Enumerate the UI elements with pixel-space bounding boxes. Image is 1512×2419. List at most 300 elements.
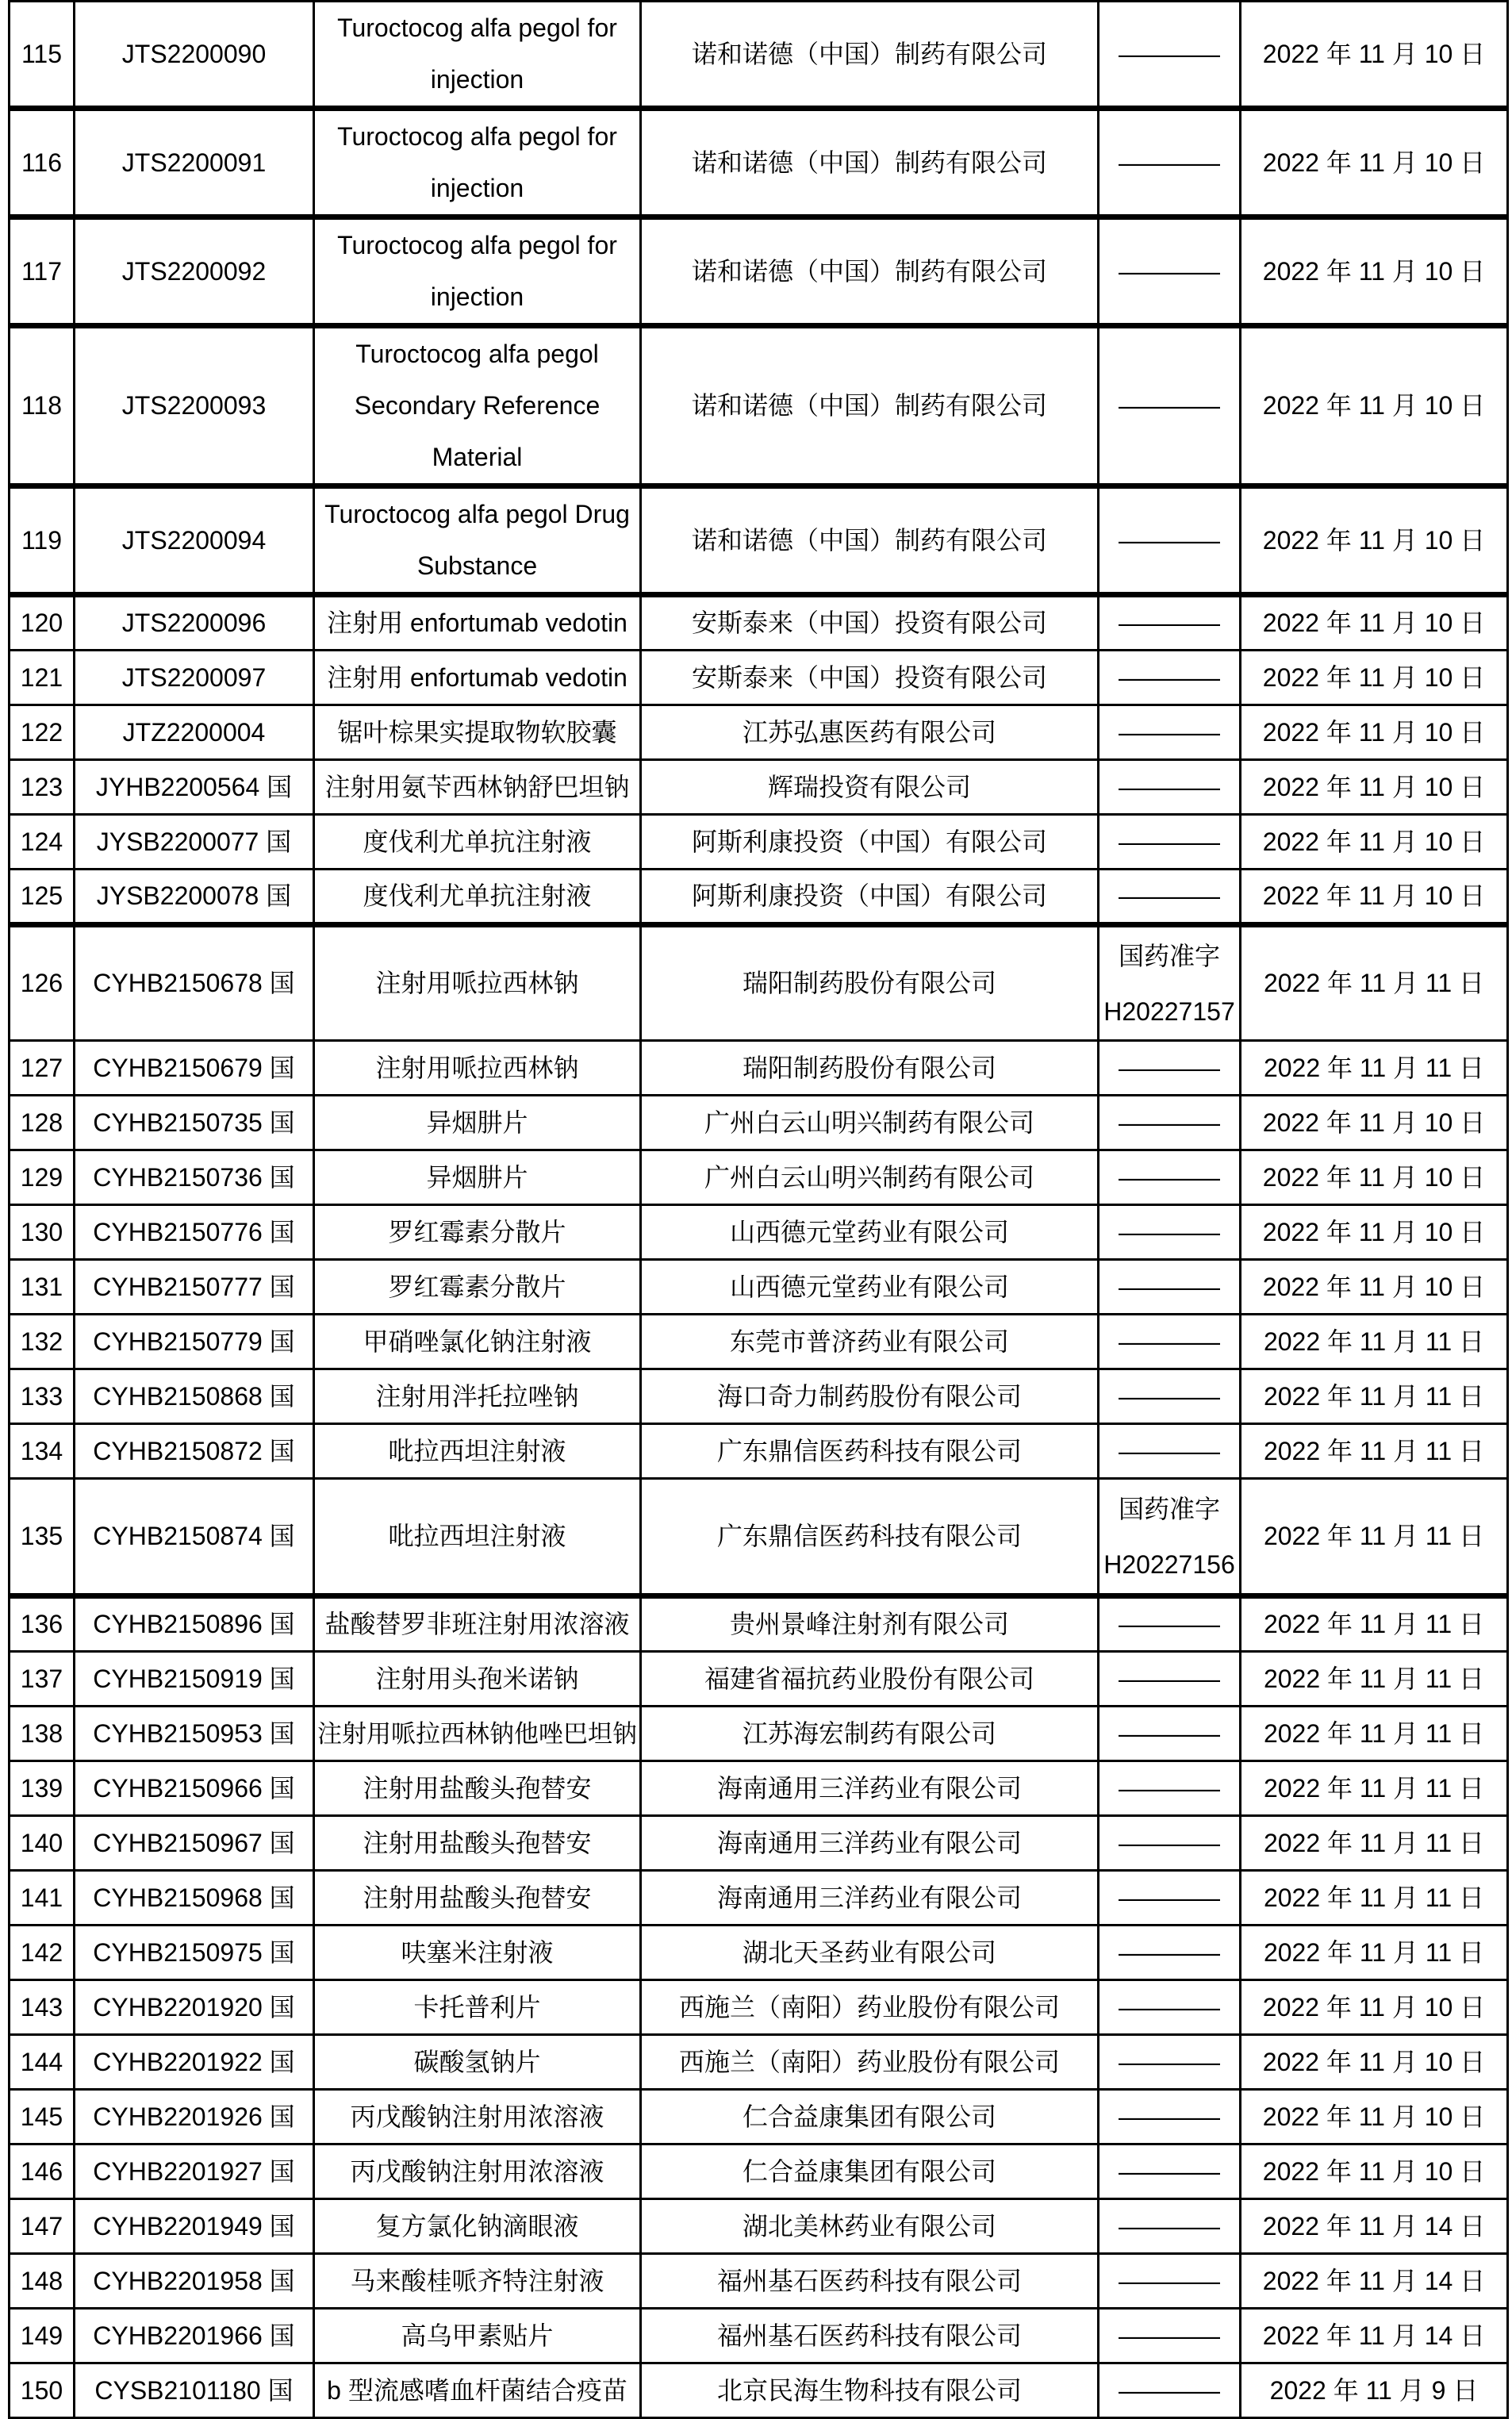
date-text: 2022 年 11 月 11 日 xyxy=(1263,969,1485,997)
cell-serial-number xyxy=(10,1424,75,1479)
cell-company-name xyxy=(641,1871,1099,1926)
table-row xyxy=(10,1424,1508,1479)
company-name-text: 广东鼎信医药科技有限公司 xyxy=(716,1522,1022,1550)
date-text: 2022 年 11 月 14 日 xyxy=(1262,2321,1486,2350)
cell-acceptance-number xyxy=(75,2090,314,2144)
approval-number-text: ———— xyxy=(1119,391,1220,420)
company-name-text: 阿斯利康投资（中国）有限公司 xyxy=(691,827,1047,856)
drug-name-text: 注射用盐酸头孢替安 xyxy=(363,1773,592,1803)
company-name-text: 山西德元堂药业有限公司 xyxy=(729,1272,1009,1301)
drug-name-text: 高乌甲素贴片 xyxy=(401,2321,554,2350)
cell-date xyxy=(1241,2144,1508,2199)
cell-date xyxy=(1241,705,1508,760)
approval-number-text: ———— xyxy=(1119,2156,1220,2186)
cell-company-name xyxy=(641,925,1099,1041)
acceptance-number-text: JYHB2200564 国 xyxy=(95,772,293,801)
drug-name-text: Turoctocog alfa pegol for injection xyxy=(337,122,617,202)
acceptance-number-text: JYSB2200078 国 xyxy=(96,881,292,910)
approval-number-text: ———— xyxy=(1119,2321,1220,2350)
serial-number-text: 131 xyxy=(20,1272,63,1301)
cell-date xyxy=(1241,1871,1508,1926)
serial-number-text: 148 xyxy=(20,2266,63,2295)
cell-acceptance-number xyxy=(75,1980,314,2035)
table-row xyxy=(10,1926,1508,1980)
cell-company-name xyxy=(641,651,1099,705)
cell-acceptance-number xyxy=(75,1150,314,1205)
cell-date xyxy=(1241,2199,1508,2254)
date-text: 2022 年 11 月 10 日 xyxy=(1262,2156,1486,2186)
serial-number-text: 137 xyxy=(20,1664,63,1693)
serial-number-text: 142 xyxy=(20,1937,63,1967)
acceptance-number-text: CYHB2150874 国 xyxy=(93,1522,295,1550)
cell-company-name xyxy=(641,1260,1099,1315)
cell-drug-name xyxy=(314,1980,641,2035)
cell-drug-name xyxy=(314,1707,641,1761)
company-name-text: 仁合益康集团有限公司 xyxy=(742,2156,996,2186)
serial-number-text: 146 xyxy=(20,2156,63,2186)
serial-number-text: 133 xyxy=(20,1381,63,1411)
drug-name-text: 注射用哌拉西林钠 xyxy=(375,1053,579,1082)
acceptance-number-text: JYSB2200077 国 xyxy=(96,827,292,856)
cell-approval-number xyxy=(1099,925,1241,1041)
cell-acceptance-number xyxy=(75,1260,314,1315)
cell-acceptance-number xyxy=(75,2199,314,2254)
company-name-text: 海南通用三洋药业有限公司 xyxy=(716,1773,1022,1803)
cell-drug-name xyxy=(314,2254,641,2309)
cell-drug-name xyxy=(314,1041,641,1096)
drug-name-text: 丙戊酸钠注射用浓溶液 xyxy=(350,2156,604,2186)
table-row xyxy=(10,1315,1508,1369)
cell-serial-number xyxy=(10,2,75,109)
cell-approval-number xyxy=(1099,1205,1241,1260)
drug-name-text: 罗红霉素分散片 xyxy=(388,1217,566,1246)
acceptance-number-text: CYHB2150776 国 xyxy=(93,1217,295,1246)
cell-date xyxy=(1241,486,1508,595)
cell-approval-number xyxy=(1099,1652,1241,1707)
table-row xyxy=(10,925,1508,1041)
serial-number-text: 128 xyxy=(20,1108,63,1137)
acceptance-number-text: CYHB2150736 国 xyxy=(93,1162,295,1192)
cell-serial-number xyxy=(10,1315,75,1369)
cell-date xyxy=(1241,217,1508,326)
cell-drug-name xyxy=(314,1205,641,1260)
company-name-text: 仁合益康集团有限公司 xyxy=(742,2102,996,2131)
drug-name-text: 度伐利尤单抗注射液 xyxy=(363,827,592,856)
cell-serial-number xyxy=(10,1707,75,1761)
cell-date xyxy=(1241,1369,1508,1424)
cell-approval-number xyxy=(1099,815,1241,870)
company-name-text: 诺和诺德（中国）制药有限公司 xyxy=(691,256,1047,286)
cell-approval-number xyxy=(1099,1980,1241,2035)
serial-number-text: 117 xyxy=(21,256,62,286)
cell-serial-number xyxy=(10,870,75,925)
serial-number-text: 150 xyxy=(20,2375,63,2405)
date-text: 2022 年 11 月 11 日 xyxy=(1263,1664,1485,1693)
drug-name-text: 注射用 enfortumab vedotin xyxy=(327,662,627,692)
approval-number-text: ———— xyxy=(1119,1937,1220,1967)
cell-date xyxy=(1241,1761,1508,1816)
cell-drug-name xyxy=(314,1479,641,1596)
cell-acceptance-number xyxy=(75,1761,314,1816)
date-text: 2022 年 11 月 10 日 xyxy=(1262,772,1486,801)
acceptance-number-text: CYHB2150975 国 xyxy=(93,1937,295,1967)
cell-date xyxy=(1241,1707,1508,1761)
company-name-text: 阿斯利康投资（中国）有限公司 xyxy=(691,881,1047,910)
cell-approval-number xyxy=(1099,1596,1241,1652)
cell-company-name xyxy=(641,326,1099,486)
cell-date xyxy=(1241,2035,1508,2090)
acceptance-number-text: JTZ2200004 xyxy=(122,717,266,747)
table-row xyxy=(10,1761,1508,1816)
cell-date xyxy=(1241,1315,1508,1369)
drug-name-text: 甲硝唑氯化钠注射液 xyxy=(363,1327,592,1356)
cell-date xyxy=(1241,815,1508,870)
cell-approval-number xyxy=(1099,2035,1241,2090)
cell-serial-number xyxy=(10,1816,75,1871)
serial-number-text: 126 xyxy=(20,969,63,997)
cell-acceptance-number xyxy=(75,1926,314,1980)
drug-name-text: 注射用氨苄西林钠舒巴坦钠 xyxy=(324,772,630,801)
cell-approval-number xyxy=(1099,1761,1241,1816)
cell-drug-name xyxy=(314,1871,641,1926)
company-name-text: 西施兰（南阳）药业股份有限公司 xyxy=(678,2047,1060,2076)
cell-serial-number xyxy=(10,1871,75,1926)
serial-number-text: 116 xyxy=(21,148,62,177)
cell-approval-number xyxy=(1099,486,1241,595)
cell-drug-name xyxy=(314,705,641,760)
cell-serial-number xyxy=(10,486,75,595)
cell-approval-number xyxy=(1099,595,1241,651)
cell-date xyxy=(1241,326,1508,486)
table-row xyxy=(10,1652,1508,1707)
table-row xyxy=(10,1707,1508,1761)
approval-number-text: 国药准字 H20227157 xyxy=(1103,941,1235,1026)
company-name-text: 湖北天圣药业有限公司 xyxy=(742,1937,996,1967)
approval-number-text: 国药准字 H20227156 xyxy=(1103,1494,1235,1579)
cell-approval-number xyxy=(1099,651,1241,705)
table-row xyxy=(10,595,1508,651)
company-name-text: 北京民海生物科技有限公司 xyxy=(716,2375,1022,2405)
date-text: 2022 年 11 月 10 日 xyxy=(1262,827,1486,856)
approval-number-text: ———— xyxy=(1119,1327,1220,1356)
drug-name-text: Turoctocog alfa pegol for injection xyxy=(337,231,617,311)
cell-serial-number xyxy=(10,925,75,1041)
cell-drug-name xyxy=(314,1315,641,1369)
table-row xyxy=(10,651,1508,705)
serial-number-text: 132 xyxy=(20,1327,63,1356)
table-row xyxy=(10,217,1508,326)
cell-acceptance-number xyxy=(75,760,314,815)
serial-number-text: 135 xyxy=(20,1522,63,1550)
drug-name-text: 马来酸桂哌齐特注射液 xyxy=(350,2266,604,2295)
drug-name-text: 吡拉西坦注射液 xyxy=(388,1436,566,1465)
cell-company-name xyxy=(641,217,1099,326)
acceptance-number-text: CYHB2150967 国 xyxy=(93,1828,295,1857)
cell-approval-number xyxy=(1099,1926,1241,1980)
serial-number-text: 136 xyxy=(20,1610,63,1638)
approval-number-text: ———— xyxy=(1119,1664,1220,1693)
company-name-text: 西施兰（南阳）药业股份有限公司 xyxy=(678,1992,1060,2022)
serial-number-text: 140 xyxy=(20,1828,63,1857)
cell-serial-number xyxy=(10,760,75,815)
cell-approval-number xyxy=(1099,2090,1241,2144)
cell-drug-name xyxy=(314,326,641,486)
approval-number-text: ———— xyxy=(1119,256,1220,286)
acceptance-number-text: CYHB2150896 国 xyxy=(93,1610,295,1638)
cell-date xyxy=(1241,109,1508,217)
date-text: 2022 年 11 月 10 日 xyxy=(1262,391,1486,420)
cell-acceptance-number xyxy=(75,705,314,760)
table-row xyxy=(10,486,1508,595)
serial-number-text: 120 xyxy=(20,609,63,637)
drug-name-text: Turoctocog alfa pegol Secondary Reference Material xyxy=(354,340,601,471)
cell-date xyxy=(1241,2090,1508,2144)
date-text: 2022 年 11 月 11 日 xyxy=(1263,1883,1485,1912)
cell-date xyxy=(1241,1150,1508,1205)
cell-drug-name xyxy=(314,2035,641,2090)
cell-company-name xyxy=(641,2199,1099,2254)
date-text: 2022 年 11 月 10 日 xyxy=(1262,881,1486,910)
company-name-text: 安斯泰来（中国）投资有限公司 xyxy=(691,662,1047,692)
approval-number-text: ———— xyxy=(1119,1610,1220,1638)
cell-drug-name xyxy=(314,486,641,595)
cell-date xyxy=(1241,2309,1508,2363)
cell-date xyxy=(1241,1926,1508,1980)
cell-approval-number xyxy=(1099,109,1241,217)
table-row xyxy=(10,2199,1508,2254)
cell-approval-number xyxy=(1099,2254,1241,2309)
serial-number-text: 129 xyxy=(20,1162,63,1192)
cell-acceptance-number xyxy=(75,1707,314,1761)
approval-status-table xyxy=(8,0,1509,2419)
acceptance-number-text: CYHB2150777 国 xyxy=(93,1272,295,1301)
cell-company-name xyxy=(641,870,1099,925)
cell-company-name xyxy=(641,109,1099,217)
cell-approval-number xyxy=(1099,1150,1241,1205)
drug-name-text: 吡拉西坦注射液 xyxy=(388,1522,566,1550)
company-name-text: 诺和诺德（中国）制药有限公司 xyxy=(691,39,1047,68)
drug-name-text: b 型流感嗜血杆菌结合疫苗 xyxy=(327,2375,627,2405)
cell-serial-number xyxy=(10,2035,75,2090)
cell-date xyxy=(1241,1816,1508,1871)
date-text: 2022 年 11 月 11 日 xyxy=(1263,1773,1485,1803)
cell-approval-number xyxy=(1099,1816,1241,1871)
cell-approval-number xyxy=(1099,1096,1241,1150)
drug-name-text: 注射用 enfortumab vedotin xyxy=(327,609,627,637)
serial-number-text: 115 xyxy=(21,39,62,68)
date-text: 2022 年 11 月 14 日 xyxy=(1262,2211,1486,2240)
cell-acceptance-number xyxy=(75,486,314,595)
acceptance-number-text: JTS2200092 xyxy=(121,256,267,286)
drug-name-text: 注射用盐酸头孢替安 xyxy=(363,1883,592,1912)
approval-number-text: ———— xyxy=(1119,2266,1220,2295)
company-name-text: 诺和诺德（中国）制药有限公司 xyxy=(691,148,1047,177)
cell-date xyxy=(1241,651,1508,705)
drug-name-text: 注射用哌拉西林钠 xyxy=(375,969,579,997)
cell-date xyxy=(1241,1652,1508,1707)
serial-number-text: 134 xyxy=(20,1436,63,1465)
cell-approval-number xyxy=(1099,870,1241,925)
cell-drug-name xyxy=(314,1260,641,1315)
cell-approval-number xyxy=(1099,2199,1241,2254)
table-row xyxy=(10,1816,1508,1871)
acceptance-number-text: JTS2200093 xyxy=(121,391,267,420)
cell-approval-number xyxy=(1099,326,1241,486)
cell-serial-number xyxy=(10,1479,75,1596)
cell-date xyxy=(1241,1205,1508,1260)
cell-company-name xyxy=(641,1096,1099,1150)
company-name-text: 福州基石医药科技有限公司 xyxy=(716,2321,1022,2350)
cell-company-name xyxy=(641,1041,1099,1096)
serial-number-text: 119 xyxy=(21,525,62,555)
cell-serial-number xyxy=(10,2090,75,2144)
cell-approval-number xyxy=(1099,2144,1241,2199)
acceptance-number-text: CYHB2150678 国 xyxy=(93,969,295,997)
date-text: 2022 年 11 月 10 日 xyxy=(1262,256,1486,286)
company-name-text: 辉瑞投资有限公司 xyxy=(767,772,971,801)
table-row xyxy=(10,1369,1508,1424)
cell-serial-number xyxy=(10,1596,75,1652)
cell-date xyxy=(1241,1260,1508,1315)
date-text: 2022 年 11 月 10 日 xyxy=(1262,1217,1486,1246)
cell-approval-number xyxy=(1099,1424,1241,1479)
company-name-text: 海口奇力制药股份有限公司 xyxy=(716,1381,1022,1411)
cell-serial-number xyxy=(10,651,75,705)
cell-approval-number xyxy=(1099,1369,1241,1424)
cell-drug-name xyxy=(314,1926,641,1980)
serial-number-text: 147 xyxy=(20,2211,63,2240)
approval-number-text: ———— xyxy=(1119,2047,1220,2076)
cell-drug-name xyxy=(314,1424,641,1479)
cell-acceptance-number xyxy=(75,1816,314,1871)
table-row xyxy=(10,109,1508,217)
cell-acceptance-number xyxy=(75,2035,314,2090)
cell-date xyxy=(1241,1424,1508,1479)
cell-company-name xyxy=(641,1707,1099,1761)
cell-drug-name xyxy=(314,2199,641,2254)
cell-approval-number xyxy=(1099,1707,1241,1761)
table-row xyxy=(10,870,1508,925)
cell-acceptance-number xyxy=(75,1871,314,1926)
acceptance-number-text: CYHB2150868 国 xyxy=(93,1381,295,1411)
table-row xyxy=(10,1150,1508,1205)
company-name-text: 广州白云山明兴制药有限公司 xyxy=(704,1108,1034,1137)
cell-company-name xyxy=(641,2309,1099,2363)
cell-approval-number xyxy=(1099,2309,1241,2363)
cell-drug-name xyxy=(314,1816,641,1871)
acceptance-number-text: CYHB2150779 国 xyxy=(93,1327,295,1356)
acceptance-number-text: JTS2200091 xyxy=(121,148,267,177)
date-text: 2022 年 11 月 11 日 xyxy=(1263,1718,1485,1748)
company-name-text: 广东鼎信医药科技有限公司 xyxy=(716,1436,1022,1465)
cell-company-name xyxy=(641,1315,1099,1369)
cell-date xyxy=(1241,1096,1508,1150)
acceptance-number-text: JTS2200094 xyxy=(121,525,267,555)
cell-serial-number xyxy=(10,595,75,651)
approval-number-text: ———— xyxy=(1119,2375,1220,2405)
drug-name-text: 卡托普利片 xyxy=(413,1992,541,2022)
cell-serial-number xyxy=(10,217,75,326)
cell-drug-name xyxy=(314,2309,641,2363)
company-name-text: 山西德元堂药业有限公司 xyxy=(729,1217,1009,1246)
date-text: 2022 年 11 月 11 日 xyxy=(1263,1327,1485,1356)
cell-company-name xyxy=(641,760,1099,815)
cell-acceptance-number xyxy=(75,2363,314,2418)
drug-name-text: 呋塞米注射液 xyxy=(401,1937,554,1967)
date-text: 2022 年 11 月 10 日 xyxy=(1262,2047,1486,2076)
cell-approval-number xyxy=(1099,217,1241,326)
table-row xyxy=(10,2254,1508,2309)
date-text: 2022 年 11 月 10 日 xyxy=(1262,2102,1486,2131)
drug-name-text: 锯叶棕果实提取物软胶囊 xyxy=(337,717,617,747)
cell-company-name xyxy=(641,2254,1099,2309)
acceptance-number-text: CYHB2150966 国 xyxy=(93,1773,295,1803)
cell-serial-number xyxy=(10,815,75,870)
company-name-text: 江苏海宏制药有限公司 xyxy=(742,1718,996,1748)
cell-acceptance-number xyxy=(75,595,314,651)
approval-number-text: ———— xyxy=(1119,148,1220,177)
cell-date xyxy=(1241,2363,1508,2418)
cell-serial-number xyxy=(10,1096,75,1150)
serial-number-text: 141 xyxy=(20,1883,63,1912)
approval-number-text: ———— xyxy=(1119,1436,1220,1465)
cell-acceptance-number xyxy=(75,1596,314,1652)
approval-number-text: ———— xyxy=(1119,772,1220,801)
cell-approval-number xyxy=(1099,760,1241,815)
table-row xyxy=(10,2363,1508,2418)
cell-serial-number xyxy=(10,1980,75,2035)
cell-company-name xyxy=(641,2144,1099,2199)
cell-acceptance-number xyxy=(75,651,314,705)
company-name-text: 安斯泰来（中国）投资有限公司 xyxy=(691,609,1047,637)
date-text: 2022 年 11 月 11 日 xyxy=(1263,1937,1485,1967)
table-row xyxy=(10,2035,1508,2090)
date-text: 2022 年 11 月 9 日 xyxy=(1269,2375,1479,2405)
cell-drug-name xyxy=(314,217,641,326)
cell-approval-number xyxy=(1099,1479,1241,1596)
cell-company-name xyxy=(641,1980,1099,2035)
cell-drug-name xyxy=(314,870,641,925)
table-row xyxy=(10,815,1508,870)
cell-date xyxy=(1241,925,1508,1041)
drug-name-text: 异烟肼片 xyxy=(426,1162,528,1192)
serial-number-text: 123 xyxy=(20,772,63,801)
cell-acceptance-number xyxy=(75,326,314,486)
company-name-text: 海南通用三洋药业有限公司 xyxy=(716,1883,1022,1912)
cell-acceptance-number xyxy=(75,1479,314,1596)
cell-company-name xyxy=(641,1816,1099,1871)
cell-drug-name xyxy=(314,1596,641,1652)
company-name-text: 福州基石医药科技有限公司 xyxy=(716,2266,1022,2295)
acceptance-number-text: CYHB2150968 国 xyxy=(93,1883,295,1912)
acceptance-number-text: CYHB2150953 国 xyxy=(93,1718,295,1748)
cell-serial-number xyxy=(10,1205,75,1260)
cell-acceptance-number xyxy=(75,109,314,217)
cell-approval-number xyxy=(1099,705,1241,760)
cell-company-name xyxy=(641,1761,1099,1816)
cell-serial-number xyxy=(10,2254,75,2309)
approval-number-text: ———— xyxy=(1119,1828,1220,1857)
cell-company-name xyxy=(641,1479,1099,1596)
drug-name-text: Turoctocog alfa pegol for injection xyxy=(337,13,617,94)
approval-number-text: ———— xyxy=(1119,1718,1220,1748)
acceptance-number-text: CYHB2201922 国 xyxy=(93,2047,295,2076)
cell-drug-name xyxy=(314,2,641,109)
acceptance-number-text: CYHB2201927 国 xyxy=(93,2156,295,2186)
company-name-text: 诺和诺德（中国）制药有限公司 xyxy=(691,525,1047,555)
cell-drug-name xyxy=(314,1652,641,1707)
cell-company-name xyxy=(641,2035,1099,2090)
